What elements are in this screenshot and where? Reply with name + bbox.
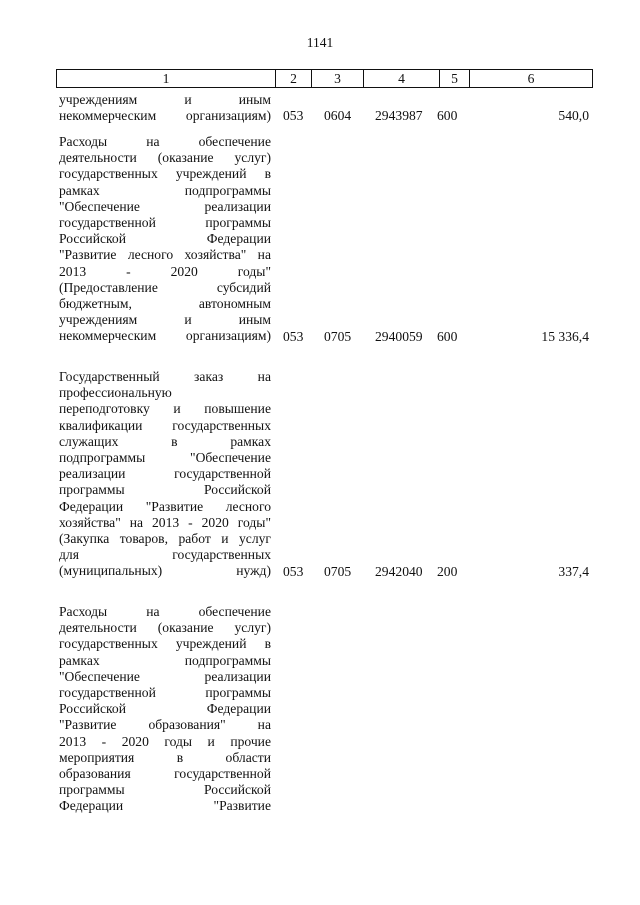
description-line: подпрограммы "Обеспечение: [59, 450, 271, 466]
description-line: 2013 - 2020 годы": [59, 263, 271, 279]
expense-type-code: 200: [437, 563, 458, 579]
description-line: "Развитие лесного хозяйства" на: [59, 247, 271, 263]
description-line: "Обеспечение реализации: [59, 668, 271, 684]
description-line: (муниципальных) нужд): [59, 563, 271, 579]
description-line: переподготовку и повышение: [59, 401, 271, 417]
row-description: [59, 369, 271, 580]
description-line: "Обеспечение реализации: [59, 198, 271, 214]
description-line: рамках подпрограммы: [59, 652, 271, 668]
section-code: 0705: [324, 563, 352, 579]
description-line: государственной программы: [59, 215, 271, 231]
description-line: служащих в рамках: [59, 433, 271, 449]
description-line: рамках подпрограммы: [59, 182, 271, 198]
column-header-5: 5: [440, 70, 470, 87]
description-line: Российской Федерации: [59, 231, 271, 247]
description-line: хозяйства" на 2013 - 2020 годы": [59, 514, 271, 530]
table-header: [56, 69, 593, 88]
table-row: [59, 134, 589, 345]
description-line: Российской Федерации: [59, 701, 271, 717]
description-line: учреждениям и иным: [59, 92, 271, 107]
description-line: программы Российской: [59, 482, 271, 498]
expense-type-code: 600: [437, 328, 458, 344]
description-line: образования государственной: [59, 766, 271, 782]
section-code: 0604: [324, 108, 352, 124]
description-line: некоммерческим организациям): [59, 108, 271, 124]
table-row: [59, 604, 589, 815]
row-description: [59, 604, 271, 815]
ministry-code: 053: [283, 108, 304, 124]
row-description: [59, 134, 271, 345]
amount-value: 337,4: [558, 563, 589, 579]
target-code: 2940059: [375, 328, 423, 344]
description-line: (Предоставление субсидий: [59, 279, 271, 295]
column-header-1: 1: [57, 70, 276, 87]
description-line: программы Российской: [59, 782, 271, 798]
description-line: учреждениям и иным: [59, 312, 271, 328]
column-header-6: 6: [527, 71, 535, 86]
expense-type-code: 600: [437, 108, 458, 124]
description-line: Федерации "Развитие: [59, 798, 271, 814]
description-line: Государственный заказ на: [59, 369, 271, 384]
description-line: государственной программы: [59, 685, 271, 701]
target-code: 2942040: [375, 563, 423, 579]
description-line: деятельности (оказание услуг): [59, 150, 271, 166]
description-line: для государственных: [59, 547, 271, 563]
description-line: Расходы на обеспечение: [59, 604, 271, 619]
column-header-3: 3: [312, 70, 364, 87]
row-codes: [59, 799, 589, 815]
table-row: [59, 369, 589, 580]
section-code: 0705: [324, 328, 352, 344]
row-codes: [59, 329, 589, 345]
description-line: профессиональную: [59, 385, 172, 401]
description-line: Федерации "Развитие лесного: [59, 498, 271, 514]
description-line: квалификации государственных: [59, 417, 271, 433]
description-line: государственных учреждений в: [59, 636, 271, 652]
description-line: деятельности (оказание услуг): [59, 620, 271, 636]
amount-value: 540,0: [558, 108, 589, 124]
description-line: государственных учреждений в: [59, 166, 271, 182]
description-line: "Развитие образования" на: [59, 717, 271, 733]
description-line: 2013 - 2020 годы и прочие: [59, 733, 271, 749]
target-code: 2943987: [375, 108, 423, 124]
ministry-code: 053: [283, 563, 304, 579]
column-header-2: 2: [276, 70, 312, 87]
description-line: некоммерческим организациям): [59, 328, 271, 344]
column-header-4: 4: [364, 70, 440, 87]
description-line: мероприятия в области: [59, 749, 271, 765]
ministry-code: 053: [283, 328, 304, 344]
description-line: Расходы на обеспечение: [59, 134, 271, 149]
table-row: [59, 92, 589, 124]
page-number: 1141: [306, 35, 334, 50]
row-codes: [59, 108, 589, 124]
row-codes: [59, 564, 589, 580]
description-line: (Закупка товаров, работ и услуг: [59, 531, 271, 547]
amount-value: 15 336,4: [541, 328, 589, 344]
description-line: реализации государственной: [59, 466, 271, 482]
description-line: бюджетным, автономным: [59, 296, 271, 312]
